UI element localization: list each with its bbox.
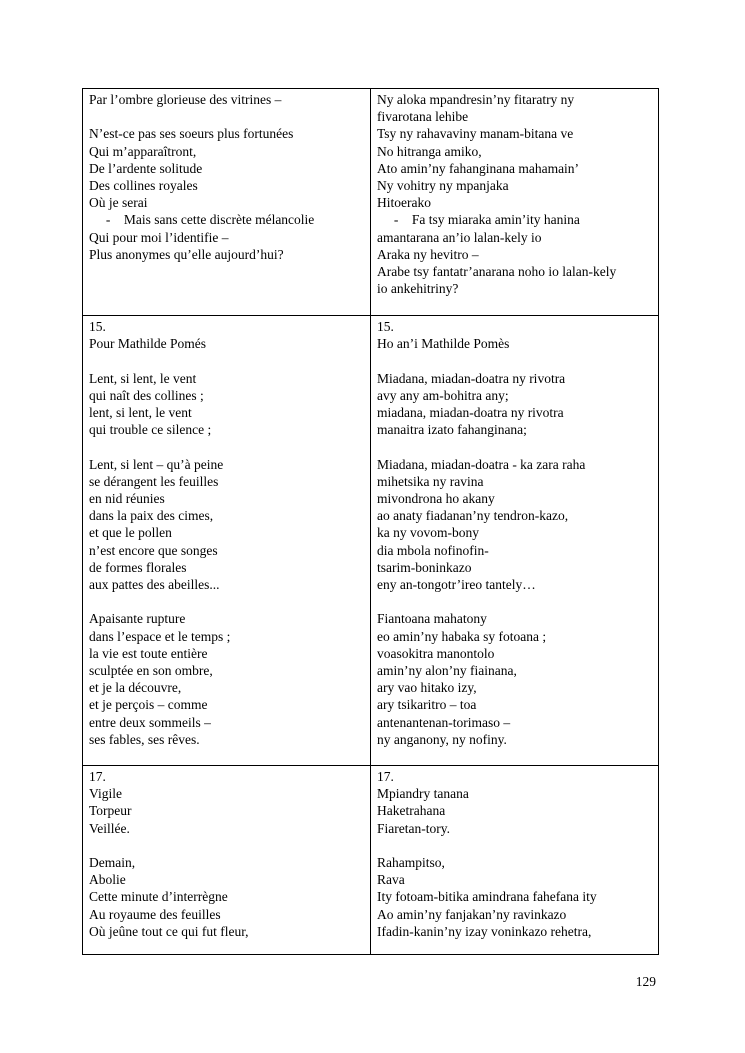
verse-line: et je perçois – comme (89, 697, 208, 713)
stanza-break (377, 837, 652, 854)
verse-line: et que le pollen (89, 525, 172, 541)
verse-line: antenantenan-torimaso – (377, 714, 511, 730)
verse-line: ses fables, ses rêves. (89, 731, 200, 747)
verse-line: mihetsika ny ravina (377, 473, 484, 489)
verse-line: mivondrona ho akany (377, 491, 495, 506)
french-cell (83, 89, 371, 316)
verse-line: - Fa tsy miaraka amin’ity hanina (377, 212, 580, 228)
verse-line: dia mbola nofinofin- (377, 542, 489, 558)
verse-line: la vie est toute entière (89, 645, 208, 661)
verse-line: Tsy ny rahavaviny manam-bitana ve (377, 126, 574, 142)
verse-line: Mpiandry tanana (377, 786, 469, 802)
verse-line: qui trouble ce silence ; (89, 422, 212, 438)
verse-line: voasokitra manontolo (377, 645, 495, 661)
stanza-break (89, 108, 364, 125)
verse-line: Qui m’apparaîtront, (89, 143, 197, 159)
verse-line: ka ny vovom-bony (377, 525, 479, 541)
verse-line: Apaisante rupture (89, 611, 186, 627)
verse-line: No hitranga amiko, (377, 143, 482, 159)
verse-line: Fiantoana mahatony (377, 611, 487, 627)
verse-line: Cette minute d’interrègne (89, 889, 228, 905)
verse-line: de formes florales (89, 559, 187, 575)
verse-line: tsarim-boninkazo (377, 559, 472, 575)
bilingual-poem-table (82, 88, 659, 955)
verse-line: ao anaty fiadanan’ny tendron-kazo, (377, 508, 569, 524)
page-number: 129 (635, 974, 656, 989)
verse-line: aux pattes des abeilles... (89, 577, 220, 593)
verse-line: Miadana, miadan-doatra ny rivotra (377, 370, 566, 386)
verse-line: Lent, si lent, le vent (89, 370, 197, 386)
verse-line: eo amin’ny habaka sy fotoana ; (377, 628, 547, 644)
verse-line: Hitoerako (377, 195, 431, 211)
verse-line: De l’ardente solitude (89, 160, 203, 176)
verse-line: Demain, (89, 855, 136, 870)
verse-line: Qui pour moi l’identifie – (89, 229, 229, 245)
verse-line: avy any am-bohitra any; (377, 387, 509, 403)
verse-line: Vigile (89, 786, 122, 802)
malagasy-cell (371, 316, 659, 766)
french-cell (83, 316, 371, 766)
verse-line: amantarana an’io lalan-kely io (377, 229, 542, 245)
stanza-break (377, 593, 652, 610)
verse-line: ary vao hitako izy, (377, 680, 477, 696)
verse-line: Pour Mathilde Pomés (89, 336, 206, 352)
verse-line: amin’ny alon’ny fiainana, (377, 663, 517, 679)
verse-line: Ao amin’ny fanjakan’ny ravinkazo (377, 906, 567, 922)
verse-line: Rahampitso, (377, 855, 445, 870)
malagasy-cell (371, 766, 659, 955)
verse-line: dans l’espace et le temps ; (89, 628, 231, 644)
stanza-break (89, 438, 364, 455)
verse-line: Ifadin-kanin’ny izay voninkazo rehetra, (377, 923, 592, 939)
verse-line: Abolie (89, 872, 126, 888)
stanza-break (89, 352, 364, 369)
verse-line: Au royaume des feuilles (89, 906, 221, 922)
verse-line: Miadana, miadan-doatra - ka zara raha (377, 456, 586, 472)
stanza-break (377, 352, 652, 369)
stanza-break (89, 593, 364, 610)
verse-line: entre deux sommeils – (89, 714, 211, 730)
verse-line: lent, si lent, le vent (89, 405, 192, 420)
verse-line: Arabe tsy fantatr’anarana noho io lalan-kely (377, 264, 617, 280)
malagasy-cell (371, 89, 659, 316)
verse-line: Haketrahana (377, 803, 446, 819)
verse-line: sculptée en son ombre, (89, 663, 213, 679)
verse-line: qui naît des collines ; (89, 387, 204, 403)
french-cell (83, 766, 371, 955)
verse-line: Des collines royales (89, 178, 198, 193)
verse-line: se dérangent les feuilles (89, 473, 219, 489)
verse-line: ny anganony, ny nofiny. (377, 731, 507, 747)
verse-line: io ankehitriny? (377, 281, 459, 297)
verse-line: Par l’ombre glorieuse des vitrines – (89, 92, 282, 107)
verse-line: Araka ny hevitro – (377, 246, 479, 262)
stanza-break (89, 837, 364, 854)
verse-line: Ity fotoam-bitika amindrana fahefana ity (377, 889, 597, 905)
verse-line: Où jeûne tout ce qui fut fleur, (89, 923, 249, 939)
verse-line: fivarotana lehibe (377, 109, 469, 125)
verse-line: Torpeur (89, 803, 132, 819)
verse-line: manaitra izato fahanginana; (377, 422, 527, 438)
verse-line: Fiaretan-tory. (377, 820, 450, 836)
table-row (83, 89, 659, 316)
verse-line: 15. (89, 319, 106, 334)
table-row (83, 316, 659, 766)
verse-line: N’est-ce pas ses soeurs plus fortunées (89, 126, 294, 142)
verse-line: 17. (89, 769, 106, 784)
verse-line: ary tsikaritro – toa (377, 697, 477, 713)
verse-line: Ho an’i Mathilde Pomès (377, 336, 510, 352)
verse-line: Ny aloka mpandresin’ny fitaratry ny (377, 92, 575, 107)
verse-line: 17. (377, 769, 394, 784)
verse-line: Rava (377, 872, 405, 888)
verse-line: miadana, miadan-doatra ny rivotra (377, 405, 564, 420)
verse-line: Ny vohitry ny mpanjaka (377, 178, 509, 194)
verse-line: Veillée. (89, 820, 130, 836)
verse-line: en nid réunies (89, 491, 165, 506)
verse-line: Ato amin’ny fahanginana mahamain’ (377, 160, 580, 176)
stanza-break (377, 438, 652, 455)
verse-line: et je la découvre, (89, 680, 182, 696)
verse-line: - Mais sans cette discrète mélancolie (89, 212, 315, 228)
table-row (83, 766, 659, 955)
verse-line: 15. (377, 319, 394, 334)
verse-line: Lent, si lent – qu’à peine (89, 456, 224, 472)
verse-line: dans la paix des cimes, (89, 508, 214, 524)
verse-line: Plus anonymes qu’elle aujourd’hui? (89, 246, 284, 262)
verse-line: Où je serai (89, 195, 148, 211)
verse-line: eny an-tongotr’ireo tantely… (377, 577, 536, 593)
verse-line: n’est encore que songes (89, 542, 218, 558)
